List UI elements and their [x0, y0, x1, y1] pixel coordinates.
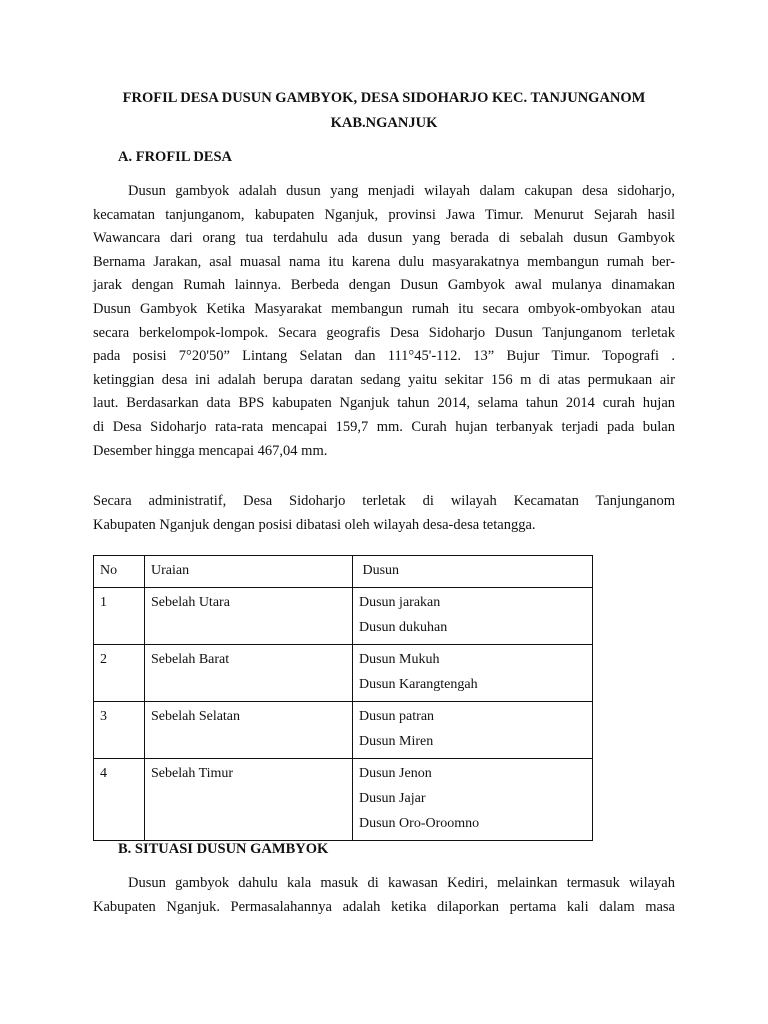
section-b-paragraph: [93, 872, 675, 919]
section-a-heading: A. FROFIL DESA: [118, 149, 233, 165]
paragraph-line: Dusun Gambyok Ketika Masyarakat membangun rumah itu secara ombyok-ombyokan atau: [93, 300, 675, 317]
section-a-paragraph-1: [93, 180, 675, 463]
table-row: [94, 588, 593, 645]
cell-uraian: Sebelah Selatan: [145, 702, 353, 759]
paragraph-line: Secara administratif, Desa Sidoharjo terletak di wilayah Kecamatan Tanjunganom: [93, 493, 675, 509]
section-b-heading: B. SITUASI DUSUN GAMBYOK: [118, 841, 329, 857]
header-uraian: Uraian: [145, 556, 353, 588]
paragraph-line: Bernama Jarakan, asal muasal nama itu karena dulu masyarakatnya membangun rumah ber-: [93, 253, 675, 270]
cell-no: 3: [94, 702, 145, 759]
table-row: [94, 645, 593, 702]
dusun-name: Dusun Jenon: [359, 766, 432, 781]
header-dusun: Dusun: [353, 556, 593, 588]
cell-no: 4: [94, 759, 145, 841]
section-a-paragraph-2: [93, 490, 675, 537]
paragraph-line: Desember hingga mencapai 467,04 mm.: [93, 442, 328, 459]
paragraph-line: Wawancara dari orang tua terdahulu ada dusun yang berada di sebalah dusun Gambyok: [93, 230, 675, 247]
paragraph-line: Kabupaten Nganjuk. Permasalahannya adalah ketika dilaporkan pertama kali dalam masa: [93, 898, 675, 915]
paragraph-line: laut. Berdasarkan data BPS kabupaten Nganjuk tahun 2014, selama tahun 2014 curah hujan: [93, 395, 675, 412]
title-line-2: KAB.NGANJUK: [330, 115, 438, 131]
cell-dusun: [353, 588, 593, 645]
dusun-name: Dusun Oro-Oroomno: [359, 816, 480, 831]
cell-dusun: [353, 702, 593, 759]
dusun-name: Dusun dukuhan: [359, 620, 448, 635]
paragraph-line: Dusun gambyok adalah dusun yang menjadi wilayah dalam cakupan desa sidoharjo,: [128, 183, 675, 199]
dusun-name: Dusun jarakan: [359, 595, 441, 610]
cell-dusun: [353, 645, 593, 702]
dusun-name: Dusun Miren: [359, 734, 434, 749]
paragraph-line: di Desa Sidoharjo rata-rata mencapai 159,7 mm. Curah hujan terbanyak terjadi pada bulan: [93, 418, 675, 435]
header-no: No: [94, 556, 145, 588]
paragraph-line: Kabupaten Nganjuk dengan posisi dibatasi oleh wilayah desa-desa tetangga.: [93, 516, 536, 533]
paragraph-line: secara berkelompok-lompok. Secara geografis Desa Sidoharjo Dusun Tanjunganom terletak: [93, 324, 675, 341]
paragraph-line: ketinggian desa ini adalah berupa daratan sedang yaitu sekitar 156 m di atas permukaan air: [93, 371, 675, 388]
cell-no: 1: [94, 588, 145, 645]
borders-table: [93, 555, 593, 841]
paragraph-line: jarak dengan Rumah lainnya. Berbeda dengan Dusun Gambyok awal mulanya dinamakan: [93, 277, 675, 294]
table-row: [94, 702, 593, 759]
paragraph-line: Dusun gambyok dahulu kala masuk di kawasan Kediri, melainkan termasuk wilayah: [128, 875, 675, 891]
cell-uraian: Sebelah Timur: [145, 759, 353, 841]
title-line-1: FROFIL DESA DUSUN GAMBYOK, DESA SIDOHARJO KEC. TANJUNGANOM: [122, 90, 646, 106]
cell-dusun: [353, 759, 593, 841]
dusun-name: Dusun Jajar: [359, 791, 426, 806]
paragraph-line: kecamatan tanjunganom, kabupaten Nganjuk, provinsi Jawa Timur. Menurut Sejarah hasil: [93, 206, 675, 223]
document-title: [93, 86, 675, 136]
paragraph-line: pada posisi 7°20'50” Lintang Selatan dan 111°45'-112. 13” Bujur Timur. Topografi .: [93, 348, 675, 365]
dusun-name: Dusun Karangtengah: [359, 677, 478, 692]
table-row: [94, 759, 593, 841]
cell-uraian: Sebelah Barat: [145, 645, 353, 702]
dusun-name: Dusun patran: [359, 709, 435, 724]
cell-uraian: Sebelah Utara: [145, 588, 353, 645]
table-header-row: [94, 556, 593, 588]
dusun-name: Dusun Mukuh: [359, 652, 440, 667]
cell-no: 2: [94, 645, 145, 702]
